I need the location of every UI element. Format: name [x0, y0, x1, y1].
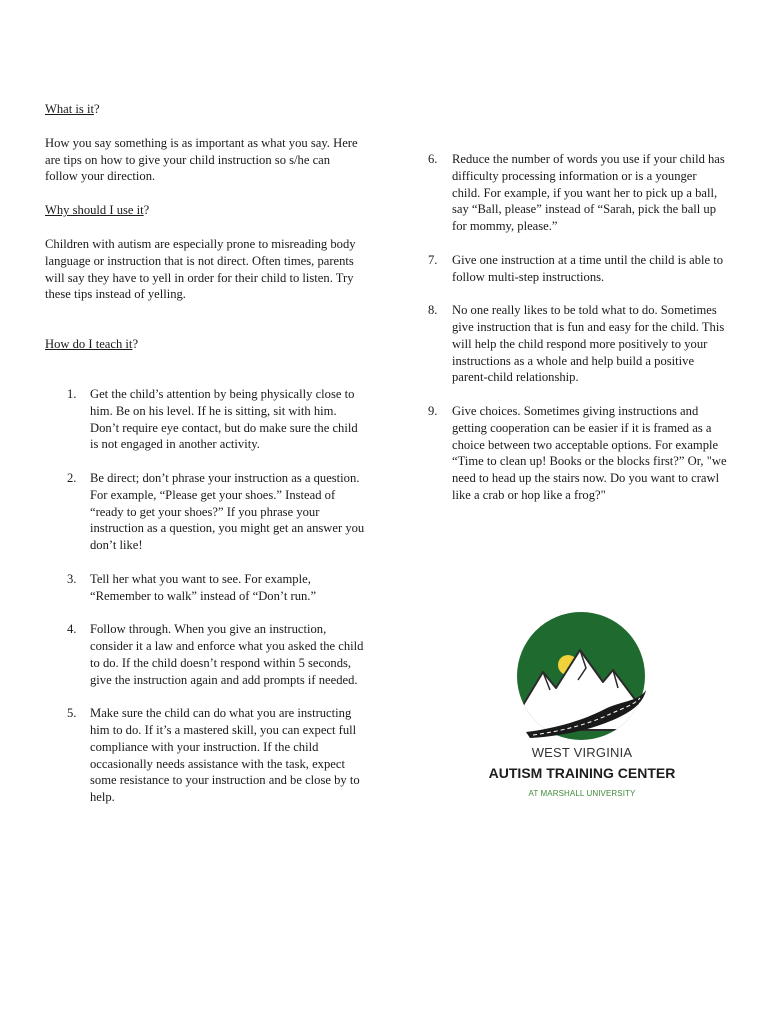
tip-number: 1. [67, 386, 77, 401]
list-item [428, 302, 728, 386]
what-is-it-heading: What is it [45, 102, 94, 116]
tips-list-right [428, 151, 728, 504]
logo-autism-training-center: AUTISM TRAINING CENTER [488, 765, 676, 781]
list-item [428, 403, 728, 504]
tip-number: 4. [67, 622, 77, 637]
list-item [45, 386, 365, 453]
list-item [45, 470, 365, 554]
left-column [45, 101, 365, 823]
why-use-it-body: Children with autism are especially prone to misreading body language or instruction that is not direct. Often times, parents will say they have to yell in order for their child to listen. Try these tips instead of yelling. [45, 236, 356, 302]
tip-text: Follow through. When you give an instruction, consider it a law and enforce what you asked the child to do. If the child doesn’t respond within 5 seconds, give the instruction again and add prompts if needed. [90, 622, 364, 687]
what-is-it-body: How you say something is as important as what you say. Here are tips on how to give your child instruction so s/he can follow your direction. [45, 135, 358, 184]
list-item [45, 621, 365, 688]
tip-number: 9. [428, 403, 438, 418]
right-column [428, 151, 728, 521]
list-item [45, 705, 365, 806]
tip-text: Make sure the child can do what you are instructing him to do. If it’s a mastered skill, you can expect full compliance with your instruction. If the child occasionally needs assistance with the task, expect some resistance to your instruction and be close by to help. [90, 706, 360, 805]
tip-text: Give choices. Sometimes giving instructions and getting cooperation can be easier if it is framed as a choice between two acceptable options. For example “Time to clean up! Books or the blocks first?” Or, "we need to head up the stairs now. Do you want to crawl like a crab or hop like a frog?" [452, 403, 727, 502]
tip-number: 2. [67, 470, 77, 485]
why-use-it-heading: Why should I use it [45, 203, 144, 218]
tip-text: Get the child’s attention by being physically close to him. Be on his level. If he is sitting, sit with him. Don’t require eye contact, but do make sure the child is not engaged in another activity. [90, 386, 358, 452]
list-item [428, 151, 728, 235]
tip-number: 6. [428, 152, 438, 166]
tip-number: 3. [67, 571, 77, 586]
list-item [428, 252, 728, 286]
tip-text: No one really likes to be told what to do. Sometimes give instruction that is fun and easy for the child. This will help the child respond more positively to your instructions as a whole and help build a positive parent-child relationship. [452, 303, 725, 385]
logo-at-marshall-university: AT MARSHALL UNIVERSITY [528, 789, 636, 798]
tip-number: 5. [67, 706, 77, 721]
tip-text: Be direct; don’t phrase your instruction as a question. For example, “Please get your shoes.” Instead of “ready to get your shoes?” If you phrase your instruction as a question, you might get an answer you don’t like! [90, 470, 365, 553]
list-item [45, 571, 365, 605]
tip-text: Reduce the number of words you use if your child has difficulty processing information or is a younger child. For example, if you want her to pick up a ball, say “Ball, please” instead of “Sarah, pick the ball up for mommy, please.” [452, 152, 725, 234]
how-heading-line [45, 336, 365, 353]
how-teach-it-heading: How do I teach it [45, 337, 133, 352]
tips-list-left [45, 386, 365, 806]
what-heading-question-mark: ? [93, 102, 100, 116]
why-heading-line [45, 202, 365, 219]
logo-west-virginia: WEST VIRGINIA [531, 745, 633, 760]
tip-number: 7. [428, 252, 438, 267]
tip-text: Tell her what you want to see. For example, “Remember to walk” instead of “Don’t run.” [90, 571, 317, 603]
tip-text: Give one instruction at a time until the child is able to follow multi-step instructions. [452, 252, 724, 284]
tip-number: 8. [428, 303, 438, 318]
how-heading-question-mark: ? [132, 337, 139, 352]
what-heading-line [45, 101, 365, 118]
why-heading-question-mark: ? [143, 203, 150, 218]
